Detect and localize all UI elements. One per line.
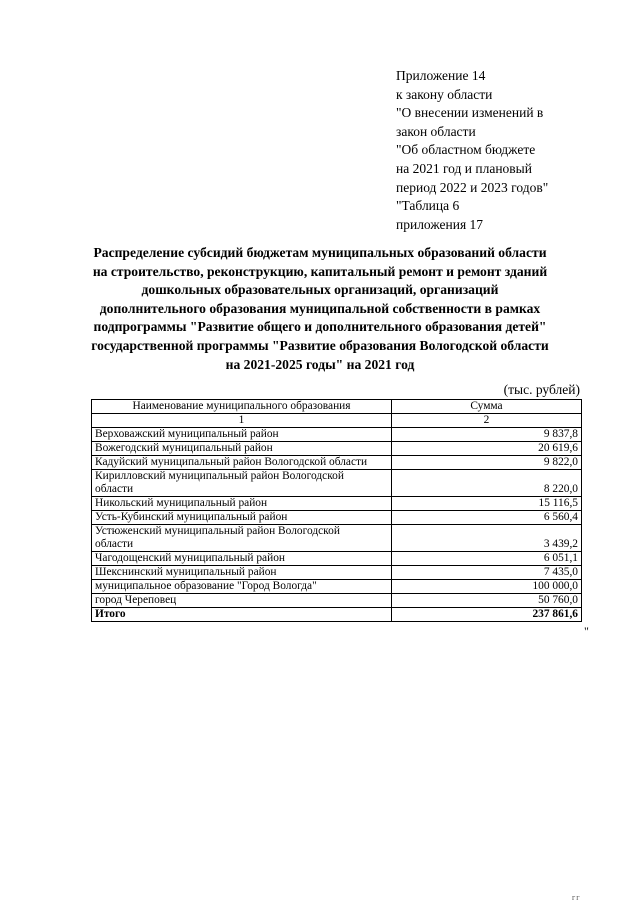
attachment-line: "Таблица 6 [396, 198, 460, 214]
table-row [92, 594, 582, 608]
row-name-line: муниципальное образование "Город Вологда" [95, 580, 317, 592]
table-row [92, 525, 582, 552]
row-name [92, 456, 392, 470]
title-line: на строительство, реконструкцию, капитальный ремонт и ремонт зданий [92, 263, 548, 279]
row-name-line: Вожегодский муниципальный район [95, 442, 273, 454]
table-row [92, 428, 582, 442]
row-name [92, 566, 392, 580]
footer-mark: гг [572, 893, 581, 902]
row-name-line: город Череповец [95, 594, 177, 606]
table-row [92, 456, 582, 470]
row-sum: 3 439,2 [392, 525, 582, 552]
row-sum: 50 760,0 [392, 594, 582, 608]
row-name-line: области [95, 538, 134, 550]
title-line: государственной программы "Развитие образования Вологодской области [91, 337, 549, 353]
row-sum: 8 220,0 [392, 470, 582, 497]
title-line: дошкольных образовательных организаций, организаций [141, 282, 499, 298]
title-line: Распределение субсидий бюджетам муниципальных образований области [93, 245, 547, 260]
row-sum: 20 619,6 [392, 442, 582, 456]
column-number: 1 [92, 414, 392, 428]
table-row [92, 566, 582, 580]
row-sum: 7 435,0 [392, 566, 582, 580]
title-line: дополнительного образования муниципальной собственности в рамках [99, 300, 541, 316]
table-row [92, 511, 582, 525]
row-name [92, 580, 392, 594]
closing-quote: " [584, 624, 589, 638]
row-sum: 6 051,1 [392, 552, 582, 566]
document-title [60, 244, 580, 374]
row-name-line: Усть-Кубинский муниципальный район [95, 511, 288, 523]
row-name-line: Кирилловский муниципальный район Вологодской [95, 470, 344, 482]
row-name-line: Никольский муниципальный район [95, 497, 268, 509]
subsidy-table [91, 399, 582, 622]
row-name [92, 552, 392, 566]
attachment-line: приложения 17 [396, 216, 484, 232]
row-name-line: Устюженский муниципальный район Вологодской [95, 525, 340, 537]
attachment-line: на 2021 год и плановый [396, 160, 532, 176]
row-name [92, 497, 392, 511]
title-line: на 2021-2025 годы" на 2021 год [225, 356, 415, 372]
table-row [92, 552, 582, 566]
header-name: Наименование муниципального образования [92, 400, 392, 414]
table-row [92, 497, 582, 511]
header-sum: Сумма [392, 400, 582, 414]
attachment-line: период 2022 и 2023 годов" [396, 179, 549, 195]
row-sum: 9 837,8 [392, 428, 582, 442]
column-number: 2 [392, 414, 582, 428]
row-sum: 9 822,0 [392, 456, 582, 470]
row-sum: 6 560,4 [392, 511, 582, 525]
attachment-line: Приложение 14 [396, 68, 486, 83]
table-header-row [92, 400, 582, 414]
table-number-row [92, 414, 582, 428]
row-name [92, 525, 392, 552]
attachment-line: "О внесении изменений в [396, 105, 544, 121]
table-row [92, 470, 582, 497]
row-sum: 15 116,5 [392, 497, 582, 511]
title-line: подпрограммы "Развитие общего и дополнительного образования детей" [93, 319, 547, 335]
row-name-line: Чагодощенский муниципальный район [95, 552, 286, 564]
table-row [92, 442, 582, 456]
total-sum: 237 861,6 [392, 608, 582, 622]
table-row [92, 580, 582, 594]
total-label: Итого [92, 608, 392, 622]
row-name [92, 511, 392, 525]
row-name [92, 470, 392, 497]
attachment-line: к закону области [396, 86, 493, 102]
row-name-line: области [95, 483, 134, 495]
row-name-line: Верховажский муниципальный район [95, 428, 279, 440]
attachment-line: "Об областном бюджете [396, 142, 536, 158]
row-name [92, 594, 392, 608]
table-total-row [92, 608, 582, 622]
row-name [92, 428, 392, 442]
row-name-line: Кадуйский муниципальный район Вологодской области [95, 456, 368, 468]
attachment-line: закон области [396, 123, 476, 139]
row-sum: 100 000,0 [392, 580, 582, 594]
row-name [92, 442, 392, 456]
units-label: (тыс. рублей) [503, 382, 580, 397]
row-name-line: Шекснинский муниципальный район [95, 566, 277, 578]
attachment-reference [396, 67, 596, 234]
